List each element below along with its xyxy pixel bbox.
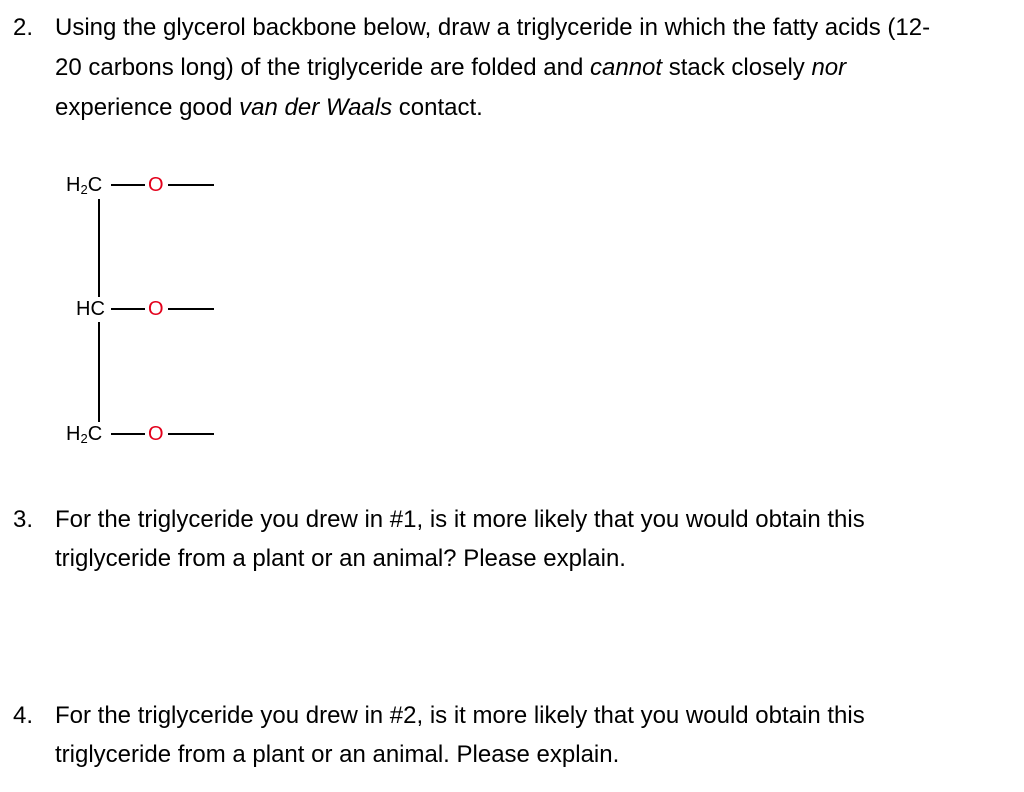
question-2-emphasis: cannot <box>590 54 663 81</box>
question-3-line-1: For the triglyceride you drew in #1, is it more likely that you would obtain this <box>55 506 865 533</box>
question-4-line-1: For the triglyceride you drew in #2, is it more likely that you would obtain this <box>55 702 865 729</box>
question-2-emphasis: van der Waals <box>239 94 393 121</box>
question-2-text: stack closely <box>662 54 812 81</box>
question-4-number: 4. <box>13 702 34 729</box>
carbon-bottom-label: $H_2C$ <box>66 423 103 446</box>
question-2-number: 2. <box>13 14 34 41</box>
question-2-text: contact. <box>392 94 483 121</box>
question-2-emphasis: nor <box>811 54 847 81</box>
question-2-text: 20 carbons long) of the triglyceride are folded and <box>55 54 590 81</box>
bond-o1-open <box>168 184 214 186</box>
bond-o2-open <box>168 308 214 310</box>
question-2-text: Using the glycerol backbone below, draw a triglyceride in which the fatty acids (12- <box>55 14 931 41</box>
question-3-line-2: triglyceride from a plant or an animal? Please explain. <box>55 545 626 572</box>
bond-c2-c3 <box>98 322 100 422</box>
question-4-line-2: triglyceride from a plant or an animal. Please explain. <box>55 741 620 768</box>
oxygen-middle-label: O <box>148 298 164 320</box>
oxygen-top-label: O <box>148 174 164 196</box>
bond-o3-open <box>168 433 214 435</box>
carbon-top-label: $H_2C$ <box>66 174 103 197</box>
oxygen-bottom-label: O <box>148 423 164 445</box>
glycerol-backbone-diagram <box>0 0 260 470</box>
carbon-middle-label: HC <box>76 298 105 320</box>
bond-c1-c2 <box>98 199 100 297</box>
bond-c3-o3 <box>111 433 145 435</box>
question-2-text: experience good <box>55 94 240 121</box>
bond-c1-o1 <box>111 184 145 186</box>
bond-c2-o2 <box>111 308 145 310</box>
question-3-number: 3. <box>13 506 34 533</box>
